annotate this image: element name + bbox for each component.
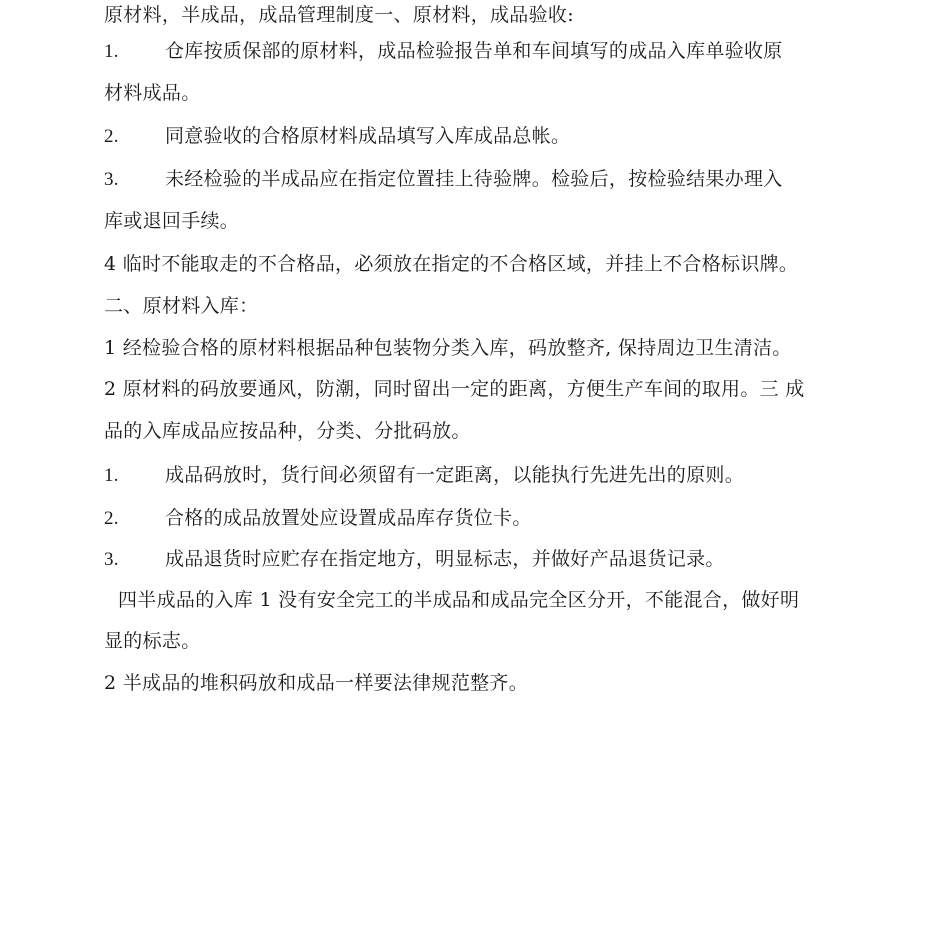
section-heading: 二、原材料入库： xyxy=(104,295,259,317)
item-number: 1. xyxy=(104,41,119,62)
paragraph-line: 4 临时不能取走的不合格品，必须放在指定的不合格区域，并挂上不合格标识牌。 xyxy=(104,253,799,275)
item-text: 成品退货时应贮存在指定地方，明显标志，并做好产品退货记录。 xyxy=(165,548,725,570)
continuation-line: 品的入库成品应按品种，分类、分批码放。 xyxy=(104,420,471,442)
continuation-line: 显的标志。 xyxy=(104,630,201,652)
continuation-line: 材料成品。 xyxy=(104,82,201,104)
item-number: 1. xyxy=(104,465,119,486)
item-text: 成品码放时，货行间必须留有一定距离，以能执行先进先出的原则。 xyxy=(165,464,745,486)
item-number: 2. xyxy=(104,508,119,529)
item-text: 同意验收的合格原材料成品填写入库成品总帐。 xyxy=(165,125,571,147)
item-number: 3. xyxy=(104,549,119,570)
numbered-item xyxy=(104,38,783,65)
numbered-item xyxy=(104,123,570,150)
doc-title-line: 原材料，半成品，成品管理制度一、原材料，成品验收: xyxy=(104,4,574,26)
numbered-item xyxy=(104,462,744,489)
numbered-item xyxy=(104,166,783,193)
item-number: 3. xyxy=(104,169,119,190)
item-text: 合格的成品放置处应设置成品库存货位卡。 xyxy=(165,507,532,529)
paragraph-line: 2 原材料的码放要通风，防潮，同时留出一定的距离，方便生产车间的取用。三 成 xyxy=(104,378,805,400)
item-number: 2. xyxy=(104,126,119,147)
item-text: 未经检验的半成品应在指定位置挂上待验牌。检验后，按检验结果办理入 xyxy=(165,168,783,190)
item-text: 仓库按质保部的原材料，成品检验报告单和车间填写的成品入库单验收原 xyxy=(165,40,783,62)
paragraph-line: 1 经检验合格的原材料根据品种包装物分类入库，码放整齐, 保持周边卫生清洁。 xyxy=(104,337,792,359)
paragraph-line: 2 半成品的堆积码放和成品一样要法律规范整齐。 xyxy=(104,672,529,694)
paragraph-line: 四半成品的入库 1 没有安全完工的半成品和成品完全区分开，不能混合，做好明 xyxy=(118,589,800,611)
continuation-line: 库或退回手续。 xyxy=(104,210,240,232)
numbered-item xyxy=(104,546,725,573)
numbered-item xyxy=(104,505,532,532)
